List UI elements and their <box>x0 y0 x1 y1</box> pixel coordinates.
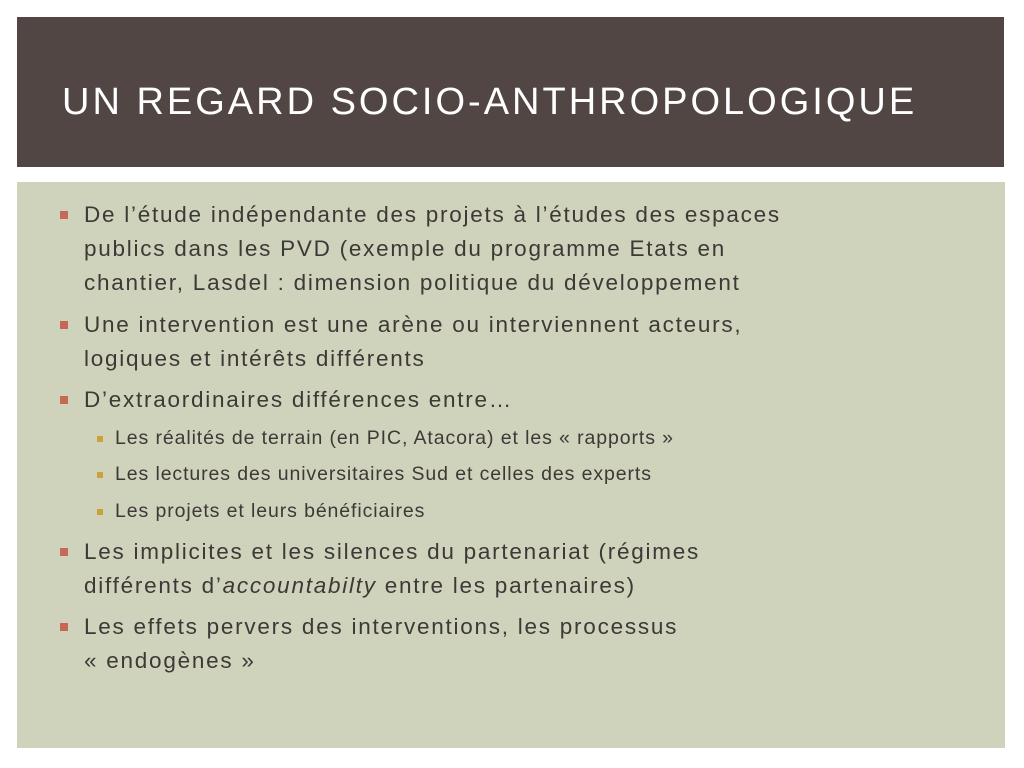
sub-bullet-text: Les lectures des universitaires Sud et celles des experts <box>115 463 652 485</box>
bullet-text: Une intervention est une arène ou interviennent acteurs, <box>84 312 743 337</box>
sub-bullet-square-icon <box>97 436 103 442</box>
slide-title: UN REGARD SOCIO-ANTHROPOLOGIQUE <box>62 81 918 123</box>
bullet-text: Les effets pervers des interventions, les processus <box>84 614 679 639</box>
bullet-text: publics dans les PVD (exemple du programme Etats en <box>84 236 727 261</box>
bullet-square-icon <box>60 321 68 329</box>
sub-bullet-text: Les projets et leurs bénéficiaires <box>115 500 426 522</box>
bullet-square-icon <box>60 396 68 404</box>
bullet-text: « endogènes » <box>84 648 256 673</box>
sub-bullet-square-icon <box>97 472 103 478</box>
sub-bullet-text: Les réalités de terrain (en PIC, Atacora) et les « rapports » <box>115 427 674 449</box>
bullet-text: logiques et intérêts différents <box>84 346 426 371</box>
bullet-text-segment: entre les partenaires) <box>376 573 636 598</box>
bullet-italic-term: accountabilty <box>222 573 377 598</box>
bullet-text: De l’étude indépendante des projets à l’études des espaces <box>84 202 781 227</box>
bullet-square-icon <box>60 623 68 631</box>
sub-bullet-square-icon <box>97 509 103 515</box>
bullet-square-icon <box>60 211 68 219</box>
bullet-text-segment: différents d’ <box>84 573 223 598</box>
bullet-text: Les implicites et les silences du partenariat (régimes <box>84 539 700 564</box>
bullet-text <box>84 573 636 599</box>
bullet-text: chantier, Lasdel : dimension politique du développement <box>84 270 741 295</box>
bullet-text: D’extraordinaires différences entre… <box>84 387 514 412</box>
bullet-square-icon <box>60 548 68 556</box>
